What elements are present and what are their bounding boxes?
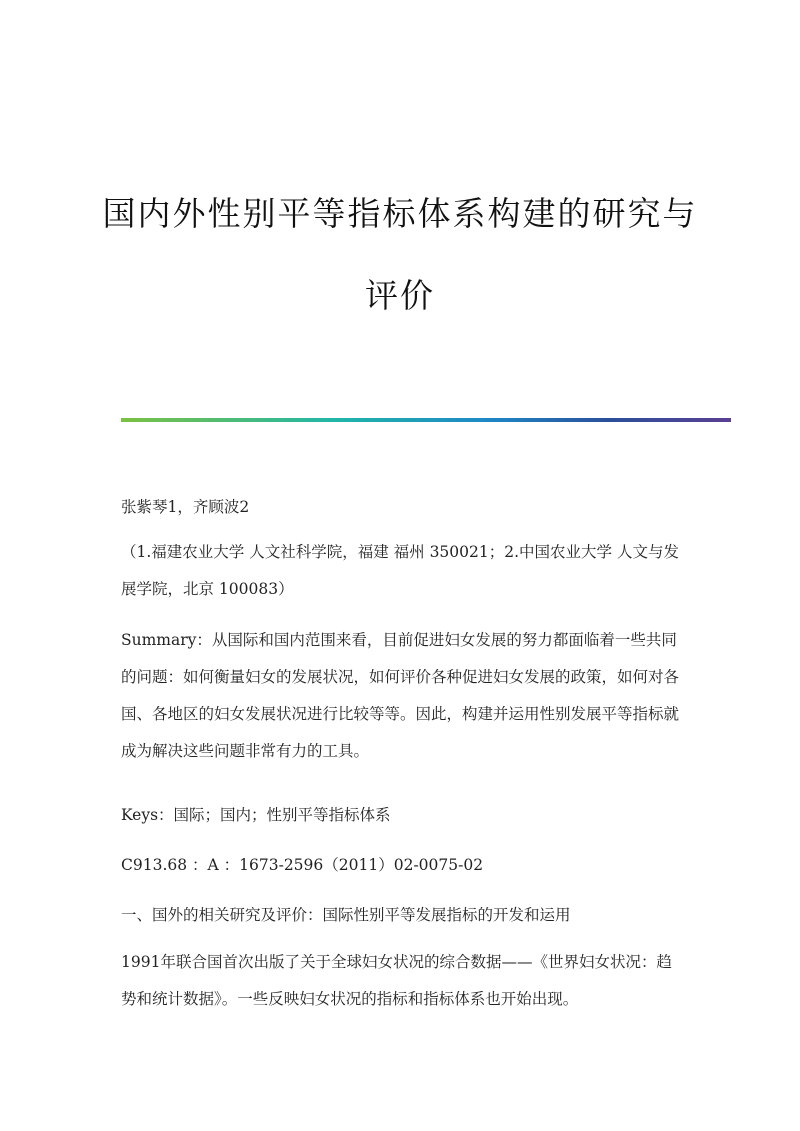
author-line: 张紫琴1，齐顾波2 [121, 498, 250, 516]
document-title-continued: 评价 [365, 276, 435, 315]
decorative-gradient-rule [121, 418, 731, 422]
section-heading: 一、国外的相关研究及评价：国际性别平等发展指标的开发和运用 [121, 906, 571, 924]
classification-line: C913.68 ：A ：1673-2596（2011）02-0075-02 [121, 856, 484, 874]
keywords-line: Keys：国际；国内；性别平等指标体系 [121, 806, 391, 824]
affiliation-text: （1.福建农业大学 人文社科学院，福建 福州 350021；2.中国农业大学 人文与发展学院，北京 100083） [121, 543, 679, 598]
document-title: 国内外性别平等指标体系构建的研究与 [102, 194, 698, 233]
body-paragraph: 1991年联合国首次出版了关于全球妇女状况的综合数据——《世界妇女状况：趋势和统计数据》。一些反映妇女状况的指标和指标体系也开始出现。 [121, 953, 672, 1008]
summary-paragraph: Summary：从国际和国内范围来看，目前促进妇女发展的努力都面临着一些共同的问题：如何衡量妇女的发展状况，如何评价各种促进妇女发展的政策，如何对各国、各地区的妇女发展状况进行比较等等。因此，构建并运用性别发展平等指标就成为解决这些问题非常有力的工具。 [121, 631, 680, 760]
